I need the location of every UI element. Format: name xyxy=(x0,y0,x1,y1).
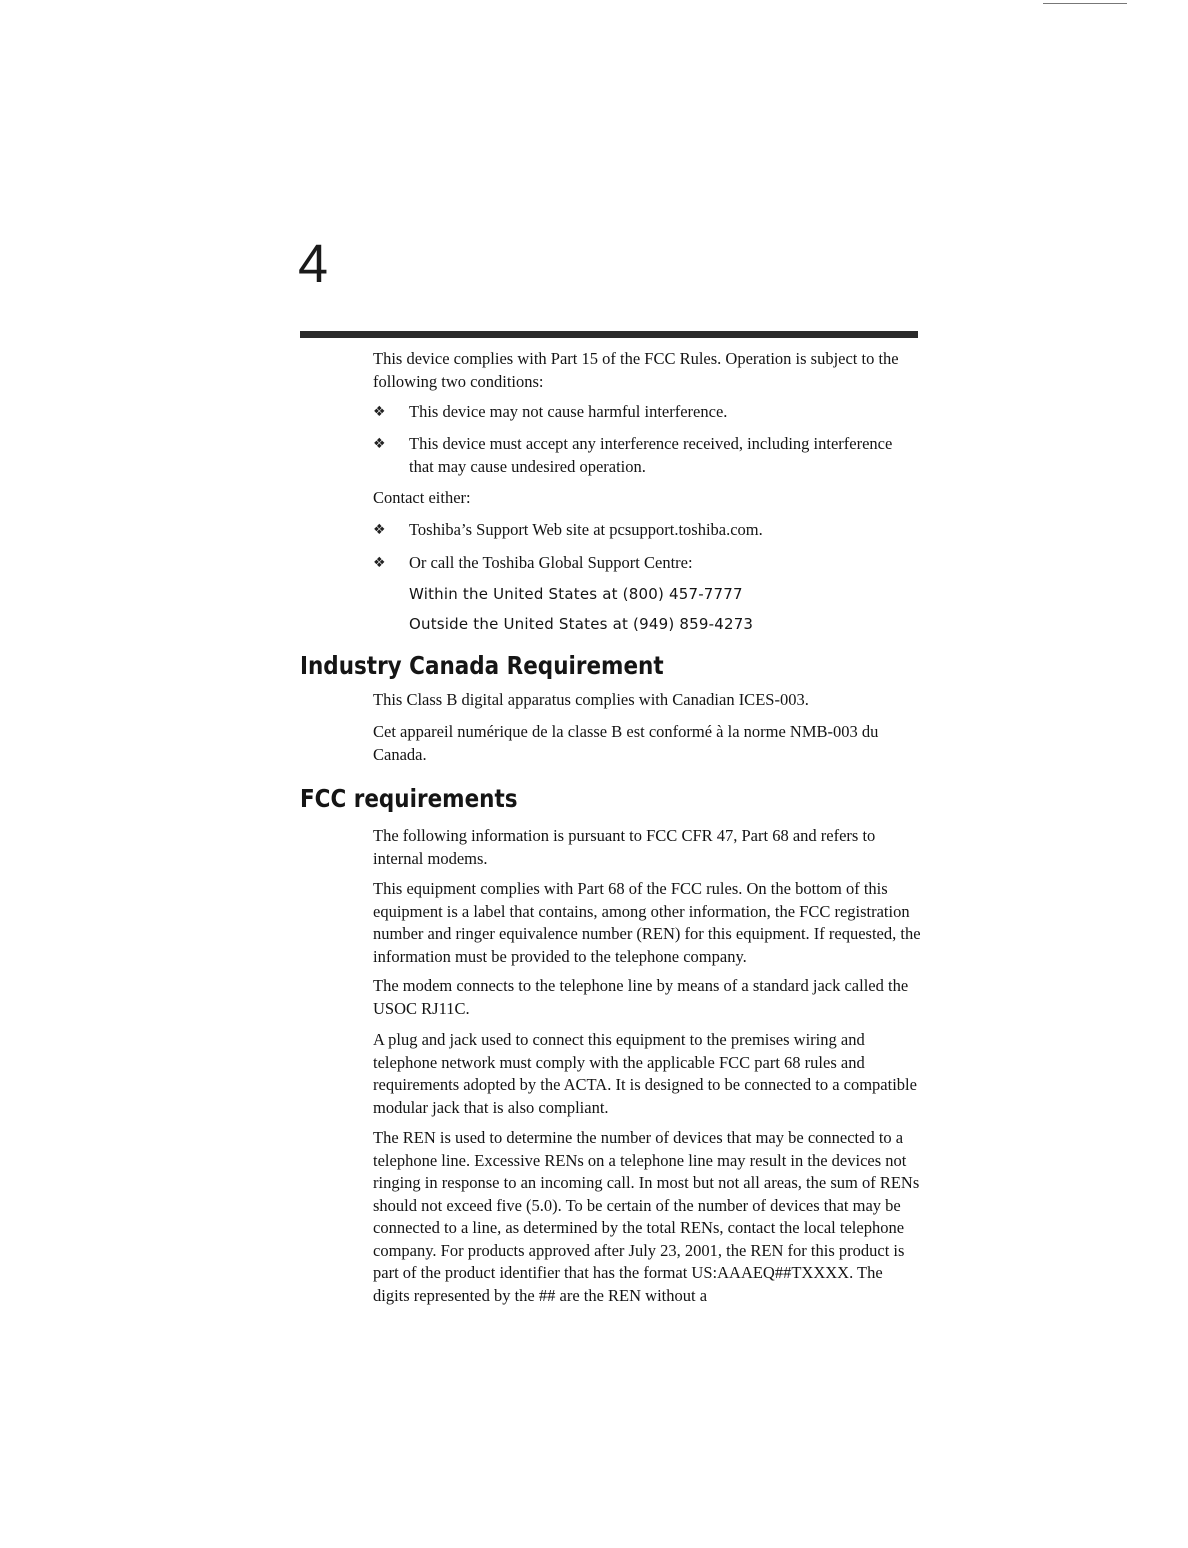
contact-text: Toshiba’s Support Web site at pcsupport.toshiba.com. xyxy=(409,520,763,539)
four-diamond-bullet-icon: ❖ xyxy=(373,436,386,452)
condition-text: This device must accept any interference received, including interference that may cause undesired operation. xyxy=(409,434,893,476)
intro-paragraph: This device complies with Part 15 of the FCC Rules. Operation is subject to the following two conditions: xyxy=(373,349,899,391)
four-diamond-bullet-icon: ❖ xyxy=(373,522,386,538)
four-diamond-bullet-icon: ❖ xyxy=(373,555,386,571)
fcc-heading: FCC requirements xyxy=(300,784,518,813)
scan-edge-mark xyxy=(1043,3,1127,4)
industry-canada-heading: Industry Canada Requirement xyxy=(300,651,664,680)
phone-us: Within the United States at (800) 457-7777 xyxy=(409,585,743,603)
contact-text: Or call the Toshiba Global Support Centre: xyxy=(409,553,693,572)
condition-text: This device may not cause harmful interference. xyxy=(409,402,728,421)
fcc-paragraph: The REN is used to determine the number of devices that may be connected to a telephone line. Excessive RENs on a telephone line may result in the devices not ringing in response to an incoming call. In most but not all areas, the sum of RENs should not exceed five (5.0). To be certain of the number of devices that may be connected to a line, as determined by the total RENs, contact the local telephone company. For products approved after July 23, 2001, the REN for this product is part of the product identifier that has the format US:AAAEQ##TXXXX. The digits represented by the ## are the REN without a xyxy=(373,1128,920,1305)
fcc-paragraph: The following information is pursuant to FCC CFR 47, Part 68 and refers to internal modems. xyxy=(373,826,876,868)
phone-international: Outside the United States at (949) 859-4273 xyxy=(409,615,754,633)
fcc-paragraph: A plug and jack used to connect this equipment to the premises wiring and telephone network must comply with the applicable FCC part 68 rules and requirements adopted by the ACTA. It is designed to be connected to a compatible modular jack that is also compliant. xyxy=(373,1030,917,1117)
four-diamond-bullet-icon: ❖ xyxy=(373,404,386,420)
fcc-paragraph: The modem connects to the telephone line by means of a standard jack called the USOC RJ11C. xyxy=(373,976,909,1018)
industry-canada-french: Cet appareil numérique de la classe B est conformé à la norme NMB-003 du Canada. xyxy=(373,722,879,764)
industry-canada-english: This Class B digital apparatus complies with Canadian ICES-003. xyxy=(373,690,809,709)
fcc-paragraph: This equipment complies with Part 68 of the FCC rules. On the bottom of this equipment is a label that contains, among other information, the FCC registration number and ringer equivalence number (REN) for this equipment. If requested, the information must be provided to the telephone company. xyxy=(373,879,921,966)
contact-label: Contact either: xyxy=(373,488,471,507)
chapter-rule xyxy=(300,331,918,338)
page-number: 4 xyxy=(298,234,329,294)
